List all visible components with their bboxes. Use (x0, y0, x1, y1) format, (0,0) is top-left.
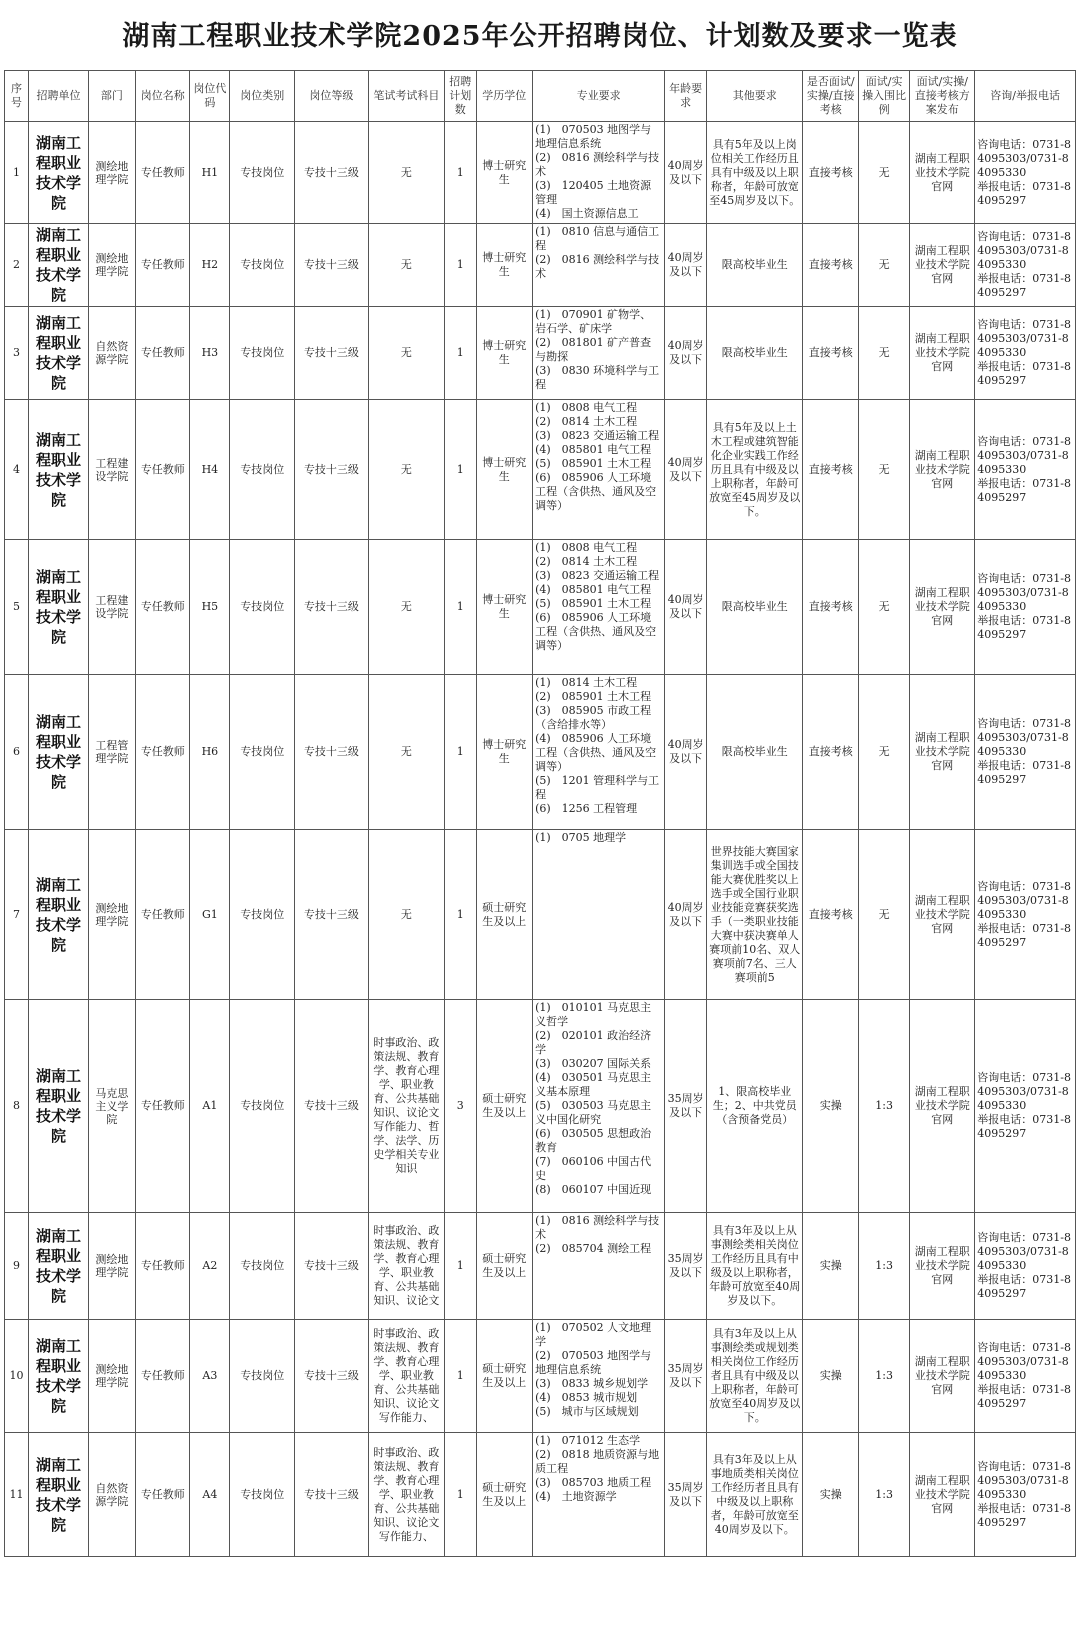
col-header: 岗位类别 (230, 71, 295, 122)
cell-major (533, 122, 665, 224)
cell-dept: 测绘地理学院 (88, 1320, 135, 1433)
major-item: (2) 020101 政治经济学 (535, 1029, 652, 1056)
cell-category: 专技岗位 (230, 307, 295, 400)
cell-code: A3 (190, 1320, 230, 1433)
cell-unit: 湖南工程职业技术学院 (29, 307, 89, 400)
cell-other-requirements: 限高校毕业生 (707, 540, 803, 675)
cell-major (533, 675, 665, 830)
cell-count: 1 (445, 1433, 476, 1557)
major-item: (2) 0814 土木工程 (535, 555, 638, 568)
cell-assessment: 直接考核 (803, 122, 859, 224)
cell-major (533, 540, 665, 675)
major-item: (4) 国土资源信息工 (535, 207, 639, 220)
cell-level: 专技十三级 (295, 122, 368, 224)
cell-age: 40周岁及以下 (665, 400, 707, 540)
cell-ratio: 无 (858, 830, 909, 1000)
cell-unit: 湖南工程职业技术学院 (29, 830, 89, 1000)
cell-degree: 博士研究生 (476, 400, 533, 540)
cell-assessment: 直接考核 (803, 307, 859, 400)
cell-age: 40周岁及以下 (665, 830, 707, 1000)
major-item: (4) 085801 电气工程 (535, 443, 652, 456)
cell-phone: 咨询电话：0731-84095303/0731-84095330 举报电话：0731-84095297 (975, 540, 1076, 675)
major-item: (3) 085703 地质工程 (535, 1476, 652, 1489)
cell-phone: 咨询电话：0731-84095303/0731-84095330 举报电话：0731-84095297 (975, 1213, 1076, 1320)
table-row (5, 540, 1076, 675)
cell-written-exam: 时事政治、政策法规、教育学、教育心理学、职业教育、公共基础知识、议论文 (368, 1213, 445, 1320)
table-row (5, 675, 1076, 830)
cell-written-exam: 时事政治、政策法规、教育学、教育心理学、职业教育、公共基础知识、议论文写作能力、 (368, 1320, 445, 1433)
cell-post: 专任教师 (135, 1433, 189, 1557)
cell-code: G1 (190, 830, 230, 1000)
cell-no: 11 (5, 1433, 29, 1557)
cell-ratio: 无 (858, 540, 909, 675)
cell-phone: 咨询电话：0731-84095303/0731-84095330 举报电话：0731-84095297 (975, 224, 1076, 307)
cell-category: 专技岗位 (230, 400, 295, 540)
cell-publish: 湖南工程职业技术学院官网 (910, 307, 975, 400)
cell-unit: 湖南工程职业技术学院 (29, 1433, 89, 1557)
cell-code: H4 (190, 400, 230, 540)
cell-other-requirements: 具有3年及以上从事测绘类或规划类相关岗位工作经历者且具有中级及以上职称者，年龄可放宽至40周岁及以下。 (707, 1320, 803, 1433)
cell-major (533, 307, 665, 400)
cell-unit: 湖南工程职业技术学院 (29, 540, 89, 675)
cell-code: A2 (190, 1213, 230, 1320)
cell-assessment: 实操 (803, 1320, 859, 1433)
cell-written-exam: 无 (368, 400, 445, 540)
cell-code: A1 (190, 1000, 230, 1213)
cell-assessment: 直接考核 (803, 400, 859, 540)
major-item: (4) 0853 城市规划 (535, 1391, 638, 1404)
cell-written-exam: 无 (368, 122, 445, 224)
table-row (5, 1433, 1076, 1557)
cell-unit: 湖南工程职业技术学院 (29, 400, 89, 540)
cell-ratio: 无 (858, 675, 909, 830)
cell-category: 专技岗位 (230, 830, 295, 1000)
cell-written-exam: 无 (368, 830, 445, 1000)
major-item: (3) 0833 城乡规划学 (535, 1377, 649, 1390)
cell-code: H1 (190, 122, 230, 224)
cell-age: 35周岁及以下 (665, 1213, 707, 1320)
cell-other-requirements: 限高校毕业生 (707, 307, 803, 400)
cell-no: 3 (5, 307, 29, 400)
cell-dept: 工程建设学院 (88, 400, 135, 540)
major-item: (2) 0816 测绘科学与技术 (535, 151, 660, 178)
cell-other-requirements: 限高校毕业生 (707, 675, 803, 830)
col-header: 学历学位 (476, 71, 533, 122)
col-header: 招聘单位 (29, 71, 89, 122)
col-header: 其他要求 (707, 71, 803, 122)
cell-no: 7 (5, 830, 29, 1000)
cell-major (533, 224, 665, 307)
cell-unit: 湖南工程职业技术学院 (29, 1000, 89, 1213)
cell-degree: 博士研究生 (476, 540, 533, 675)
cell-other-requirements: 具有5年及以上土木工程或建筑智能化企业实践工作经历且具有中级及以上职称者，年龄可放宽至45周岁及以下。 (707, 400, 803, 540)
cell-assessment: 直接考核 (803, 224, 859, 307)
cell-category: 专技岗位 (230, 540, 295, 675)
cell-unit: 湖南工程职业技术学院 (29, 224, 89, 307)
cell-ratio: 无 (858, 400, 909, 540)
major-item: (1) 0705 地理学 (535, 831, 627, 844)
cell-age: 40周岁及以下 (665, 307, 707, 400)
table-row (5, 1213, 1076, 1320)
col-header: 招聘计划数 (445, 71, 476, 122)
cell-degree: 硕士研究生及以上 (476, 830, 533, 1000)
cell-dept: 工程建设学院 (88, 540, 135, 675)
cell-count: 1 (445, 540, 476, 675)
major-item: (2) 0816 测绘科学与技术 (535, 253, 660, 280)
cell-code: H5 (190, 540, 230, 675)
col-header: 面试/实操/直接考核方案发布 (910, 71, 975, 122)
col-header: 咨询/举报电话 (975, 71, 1076, 122)
col-header: 岗位名称 (135, 71, 189, 122)
cell-code: A4 (190, 1433, 230, 1557)
major-item: (1) 0814 土木工程 (535, 676, 638, 689)
cell-written-exam: 无 (368, 307, 445, 400)
table-row (5, 1000, 1076, 1213)
cell-degree: 博士研究生 (476, 307, 533, 400)
cell-no: 2 (5, 224, 29, 307)
cell-written-exam: 时事政治、政策法规、教育学、教育心理学、职业教育、公共基础知识、议论文写作能力、 (368, 1433, 445, 1557)
cell-publish: 湖南工程职业技术学院官网 (910, 1213, 975, 1320)
major-item: (4) 085906 人工环境工程（含供热、通风及空调等） (535, 732, 657, 773)
cell-category: 专技岗位 (230, 675, 295, 830)
cell-publish: 湖南工程职业技术学院官网 (910, 675, 975, 830)
cell-age: 40周岁及以下 (665, 224, 707, 307)
cell-ratio: 1:3 (858, 1320, 909, 1433)
cell-level: 专技十三级 (295, 1320, 368, 1433)
table-header-row (5, 71, 1076, 122)
cell-publish: 湖南工程职业技术学院官网 (910, 540, 975, 675)
cell-count: 3 (445, 1000, 476, 1213)
major-item: (1) 0808 电气工程 (535, 541, 638, 554)
cell-no: 6 (5, 675, 29, 830)
cell-publish: 湖南工程职业技术学院官网 (910, 224, 975, 307)
cell-other-requirements: 具有3年及以上从事测绘类相关岗位工作经历且具有中级及以上职称者，年龄可放宽至40周岁及以下。 (707, 1213, 803, 1320)
cell-written-exam: 无 (368, 224, 445, 307)
cell-degree: 硕士研究生及以上 (476, 1000, 533, 1213)
cell-ratio: 无 (858, 122, 909, 224)
major-item: (8) 060107 中国近现 (535, 1183, 652, 1196)
major-item: (3) 085905 市政工程（含给排水等） (535, 704, 652, 731)
major-item: (2) 081801 矿产普查与勘探 (535, 336, 652, 363)
cell-major (533, 1320, 665, 1433)
table-row (5, 1320, 1076, 1433)
cell-other-requirements: 具有5年及以上岗位相关工作经历且具有中级及以上职称者，年龄可放宽至45周岁及以下。 (707, 122, 803, 224)
cell-post: 专任教师 (135, 1213, 189, 1320)
cell-level: 专技十三级 (295, 307, 368, 400)
cell-major (533, 1433, 665, 1557)
cell-code: H3 (190, 307, 230, 400)
cell-level: 专技十三级 (295, 400, 368, 540)
cell-no: 4 (5, 400, 29, 540)
major-item: (5) 城市与区域规划 (535, 1405, 639, 1418)
cell-age: 35周岁及以下 (665, 1433, 707, 1557)
major-item: (3) 0830 环境科学与工程 (535, 364, 660, 391)
cell-ratio: 无 (858, 224, 909, 307)
table-row (5, 224, 1076, 307)
cell-ratio: 无 (858, 307, 909, 400)
cell-publish: 湖南工程职业技术学院官网 (910, 1433, 975, 1557)
cell-dept: 测绘地理学院 (88, 224, 135, 307)
cell-dept: 马克思主义学院 (88, 1000, 135, 1213)
cell-post: 专任教师 (135, 1320, 189, 1433)
cell-phone: 咨询电话：0731-84095303/0731-84095330 举报电话：0731-84095297 (975, 1320, 1076, 1433)
cell-written-exam: 无 (368, 540, 445, 675)
cell-level: 专技十三级 (295, 675, 368, 830)
cell-degree: 博士研究生 (476, 675, 533, 830)
cell-ratio: 1:3 (858, 1000, 909, 1213)
table-row (5, 307, 1076, 400)
major-item: (4) 030501 马克思主义基本原理 (535, 1071, 652, 1098)
recruitment-table (4, 70, 1076, 1557)
cell-other-requirements: 限高校毕业生 (707, 224, 803, 307)
cell-assessment: 直接考核 (803, 540, 859, 675)
major-item: (2) 070503 地图学与地理信息系统 (535, 1349, 652, 1376)
cell-post: 专任教师 (135, 675, 189, 830)
cell-count: 1 (445, 1320, 476, 1433)
major-item: (1) 010101 马克思主义哲学 (535, 1001, 652, 1028)
col-header: 是否面试/实操/直接考核 (803, 71, 859, 122)
cell-age: 40周岁及以下 (665, 540, 707, 675)
cell-count: 1 (445, 122, 476, 224)
major-item: (6) 030505 思想政治教育 (535, 1127, 652, 1154)
cell-degree: 博士研究生 (476, 224, 533, 307)
cell-post: 专任教师 (135, 1000, 189, 1213)
cell-major (533, 1000, 665, 1213)
cell-level: 专技十三级 (295, 1213, 368, 1320)
cell-count: 1 (445, 830, 476, 1000)
cell-no: 1 (5, 122, 29, 224)
cell-count: 1 (445, 400, 476, 540)
cell-category: 专技岗位 (230, 122, 295, 224)
cell-assessment: 实操 (803, 1000, 859, 1213)
cell-major (533, 400, 665, 540)
cell-no: 9 (5, 1213, 29, 1320)
cell-assessment: 实操 (803, 1433, 859, 1557)
cell-written-exam: 时事政治、政策法规、教育学、教育心理学、职业教育、公共基础知识、议论文写作能力、哲学、法学、历史学相关专业知识 (368, 1000, 445, 1213)
cell-degree: 硕士研究生及以上 (476, 1320, 533, 1433)
cell-no: 10 (5, 1320, 29, 1433)
cell-assessment: 直接考核 (803, 830, 859, 1000)
major-item: (6) 085906 人工环境工程（含供热、通风及空调等） (535, 471, 657, 512)
major-item: (2) 085704 测绘工程 (535, 1242, 652, 1255)
cell-count: 1 (445, 307, 476, 400)
page-title: 湖南工程职业技术学院2025年公开招聘岗位、计划数及要求一览表 (122, 21, 958, 52)
table-row (5, 122, 1076, 224)
cell-assessment: 直接考核 (803, 675, 859, 830)
cell-level: 专技十三级 (295, 540, 368, 675)
major-item: (1) 071012 生态学 (535, 1434, 641, 1447)
major-item: (1) 0810 信息与通信工程 (535, 225, 660, 252)
major-item: (7) 060106 中国古代史 (535, 1155, 652, 1182)
major-item: (1) 070502 人文地理学 (535, 1321, 652, 1348)
cell-post: 专任教师 (135, 224, 189, 307)
cell-count: 1 (445, 1213, 476, 1320)
col-header: 专业要求 (533, 71, 665, 122)
col-header: 序号 (5, 71, 29, 122)
cell-category: 专技岗位 (230, 1320, 295, 1433)
cell-dept: 测绘地理学院 (88, 122, 135, 224)
major-item: (5) 085901 土木工程 (535, 457, 652, 470)
cell-post: 专任教师 (135, 122, 189, 224)
cell-dept: 测绘地理学院 (88, 830, 135, 1000)
major-item: (2) 085901 土木工程 (535, 690, 652, 703)
major-item: (4) 085801 电气工程 (535, 583, 652, 596)
major-item: (6) 1256 工程管理 (535, 802, 638, 815)
cell-level: 专技十三级 (295, 1433, 368, 1557)
cell-code: H2 (190, 224, 230, 307)
cell-no: 8 (5, 1000, 29, 1213)
cell-phone: 咨询电话：0731-84095303/0731-84095330 举报电话：0731-84095297 (975, 1000, 1076, 1213)
cell-dept: 自然资源学院 (88, 307, 135, 400)
cell-publish: 湖南工程职业技术学院官网 (910, 1320, 975, 1433)
cell-category: 专技岗位 (230, 1213, 295, 1320)
table-row (5, 400, 1076, 540)
cell-post: 专任教师 (135, 540, 189, 675)
table-row (5, 830, 1076, 1000)
cell-publish: 湖南工程职业技术学院官网 (910, 830, 975, 1000)
cell-dept: 测绘地理学院 (88, 1213, 135, 1320)
cell-unit: 湖南工程职业技术学院 (29, 675, 89, 830)
col-header: 部门 (88, 71, 135, 122)
cell-phone: 咨询电话：0731-84095303/0731-84095330 举报电话：0731-84095297 (975, 675, 1076, 830)
col-header: 岗位等级 (295, 71, 368, 122)
cell-ratio: 1:3 (858, 1213, 909, 1320)
cell-assessment: 实操 (803, 1213, 859, 1320)
cell-age: 40周岁及以下 (665, 122, 707, 224)
cell-count: 1 (445, 675, 476, 830)
cell-post: 专任教师 (135, 307, 189, 400)
major-item: (4) 土地资源学 (535, 1490, 617, 1503)
cell-category: 专技岗位 (230, 1000, 295, 1213)
cell-major (533, 1213, 665, 1320)
cell-level: 专技十三级 (295, 1000, 368, 1213)
major-item: (1) 0808 电气工程 (535, 401, 638, 414)
major-item: (6) 085906 人工环境工程（含供热、通风及空调等） (535, 611, 657, 652)
major-item: (1) 0816 测绘科学与技术 (535, 1214, 660, 1241)
major-item: (1) 070503 地图学与地理信息系统 (535, 123, 652, 150)
cell-age: 35周岁及以下 (665, 1320, 707, 1433)
cell-publish: 湖南工程职业技术学院官网 (910, 122, 975, 224)
cell-category: 专技岗位 (230, 1433, 295, 1557)
major-item: (3) 0823 交通运输工程 (535, 569, 660, 582)
cell-other-requirements: 世界技能大赛国家集训选手或全国技能大赛优胜奖以上选手或全国行业职业技能竞赛获奖选手（一类职业技能大赛中获决赛单人赛项前10名、双人赛项前7名、三人赛项前5 (707, 830, 803, 1000)
cell-code: H6 (190, 675, 230, 830)
cell-dept: 自然资源学院 (88, 1433, 135, 1557)
major-item: (5) 085901 土木工程 (535, 597, 652, 610)
cell-degree: 硕士研究生及以上 (476, 1433, 533, 1557)
cell-ratio: 1:3 (858, 1433, 909, 1557)
cell-phone: 咨询电话：0731-84095303/0731-84095330 举报电话：0731-84095297 (975, 830, 1076, 1000)
cell-written-exam: 无 (368, 675, 445, 830)
major-item: (5) 1201 管理科学与工程 (535, 774, 660, 801)
cell-category: 专技岗位 (230, 224, 295, 307)
col-header: 年龄要求 (665, 71, 707, 122)
major-item: (3) 030207 国际关系 (535, 1057, 652, 1070)
major-item: (1) 070901 矿物学、岩石学、矿床学 (535, 308, 652, 335)
cell-dept: 工程管理学院 (88, 675, 135, 830)
cell-unit: 湖南工程职业技术学院 (29, 122, 89, 224)
cell-no: 5 (5, 540, 29, 675)
cell-phone: 咨询电话：0731-84095303/0731-84095330 举报电话：0731-84095297 (975, 122, 1076, 224)
cell-post: 专任教师 (135, 400, 189, 540)
major-item: (2) 0814 土木工程 (535, 415, 638, 428)
cell-unit: 湖南工程职业技术学院 (29, 1320, 89, 1433)
cell-degree: 硕士研究生及以上 (476, 1213, 533, 1320)
major-item: (3) 0823 交通运输工程 (535, 429, 660, 442)
cell-major (533, 830, 665, 1000)
cell-phone: 咨询电话：0731-84095303/0731-84095330 举报电话：0731-84095297 (975, 1433, 1076, 1557)
cell-publish: 湖南工程职业技术学院官网 (910, 400, 975, 540)
cell-level: 专技十三级 (295, 830, 368, 1000)
cell-level: 专技十三级 (295, 224, 368, 307)
cell-other-requirements: 具有3年及以上从事地质类相关岗位工作经历者且具有中级及以上职称者，年龄可放宽至40周岁及以下。 (707, 1433, 803, 1557)
cell-degree: 博士研究生 (476, 122, 533, 224)
cell-other-requirements: 1、限高校毕业生；2、中共党员（含预备党员） (707, 1000, 803, 1213)
col-header: 岗位代码 (190, 71, 230, 122)
major-item: (2) 0818 地质资源与地质工程 (535, 1448, 660, 1475)
cell-phone: 咨询电话：0731-84095303/0731-84095330 举报电话：0731-84095297 (975, 307, 1076, 400)
cell-age: 35周岁及以下 (665, 1000, 707, 1213)
cell-age: 40周岁及以下 (665, 675, 707, 830)
major-item: (3) 120405 土地资源管理 (535, 179, 652, 206)
major-item: (5) 030503 马克思主义中国化研究 (535, 1099, 652, 1126)
cell-publish: 湖南工程职业技术学院官网 (910, 1000, 975, 1213)
cell-unit: 湖南工程职业技术学院 (29, 1213, 89, 1320)
cell-post: 专任教师 (135, 830, 189, 1000)
cell-phone: 咨询电话：0731-84095303/0731-84095330 举报电话：0731-84095297 (975, 400, 1076, 540)
cell-count: 1 (445, 224, 476, 307)
col-header: 面试/实操入围比例 (858, 71, 909, 122)
col-header: 笔试考试科目 (368, 71, 445, 122)
